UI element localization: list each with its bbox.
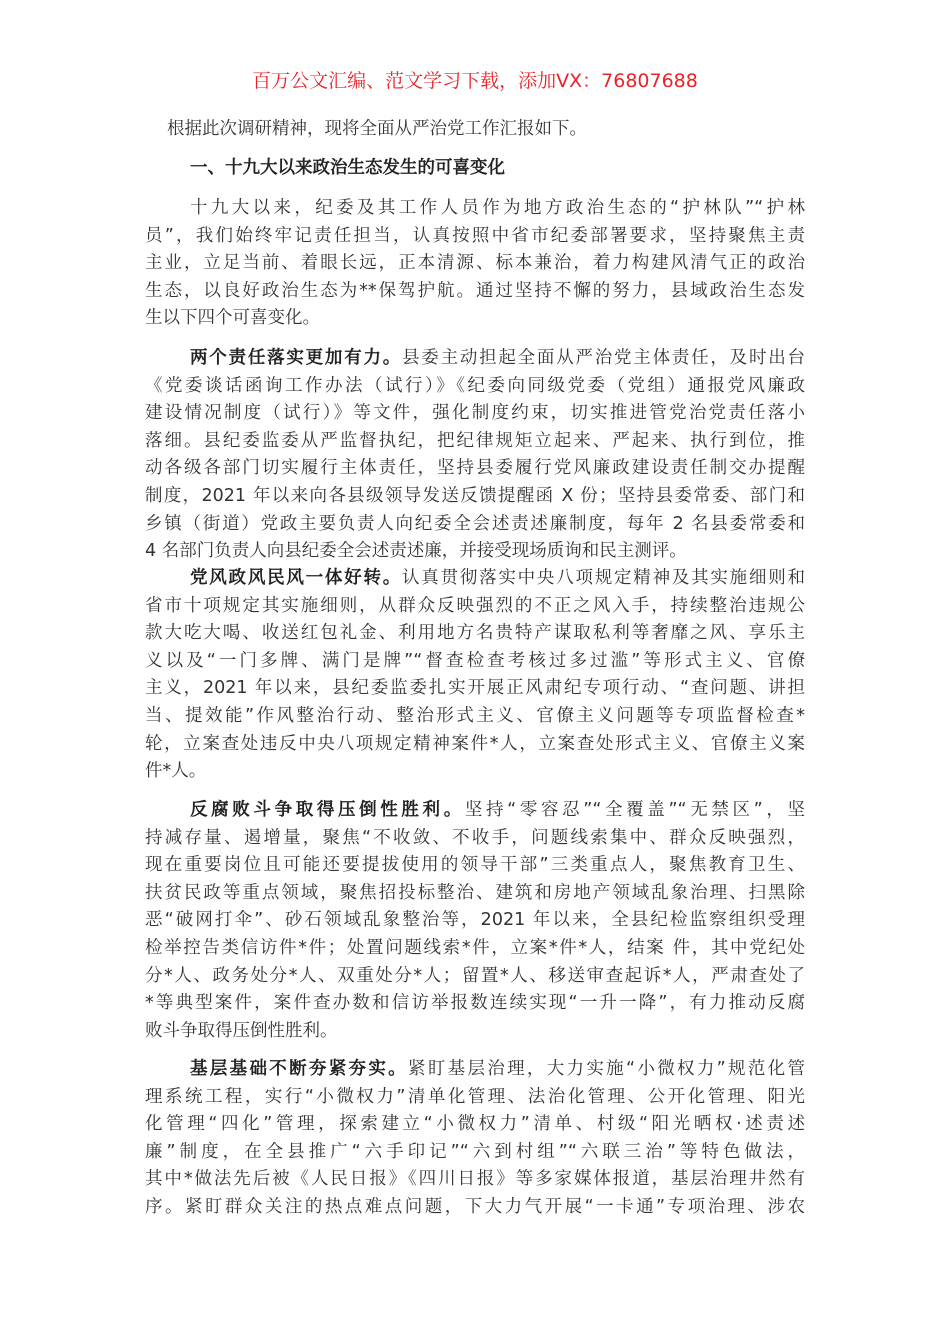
text-line [145, 880, 805, 908]
text-line [145, 797, 805, 825]
line-text: 紧盯基层治理，大力实施“小微权力”规范化管 [408, 1059, 805, 1079]
line-text: 序。紧盯群众关注的热点难点问题，下大力气开展“一卡通”专项治理、涉农 [145, 1196, 805, 1217]
text-line [145, 907, 805, 935]
line-text: 生态，以良好政治生态为**保驾护航。通过坚持不懈的努力，县域政治生态发 [145, 280, 805, 301]
line-text: 败斗争取得压倒性胜利。 [145, 1020, 338, 1041]
text-line [145, 703, 805, 731]
line-text: 动各级各部门切实履行主体责任，坚持县委履行党风廉政建设责任制交办提醒 [145, 458, 805, 479]
line-text: 主义，2021 年以来，县纪委监委扎实开展正风肃纪专项行动、“查问题、讲担 [145, 678, 805, 699]
paragraph-lead: 反腐败斗争取得压倒性胜利。 [190, 800, 465, 820]
paragraph-5 [145, 1056, 805, 1222]
text-line [145, 852, 805, 880]
line-text: 主业，立足当前、着眼长远，正本清源、标本兼治，着力构建风清气正的政治 [145, 253, 805, 274]
line-text: 《党委谈话函询工作办法（试行）》《纪委向同级党委（党组）通报党风廉政 [145, 375, 805, 396]
line-text: 现在重要岗位且可能还要提拔使用的领导干部”三类重点人，聚焦教育卫生、 [145, 855, 805, 876]
text-line [145, 935, 805, 963]
text-line [145, 675, 805, 703]
text-line [145, 223, 805, 251]
line-text: 款大吃大喝、收送红包礼金、利用地方名贵特产谋取私利等奢靡之风、享乐主 [145, 623, 805, 644]
watermark-banner: 百万公文汇编、范文学习下载，添加VX：76807688 [252, 70, 698, 92]
line-text: 持减存量、遏增量，聚焦“不收敛、不收手，问题线索集中、群众反映强烈， [145, 827, 805, 848]
paragraph-lead: 两个责任落实更加有力。 [190, 348, 403, 368]
line-text: 理系统工程，实行“小微权力”清单化管理、法治化管理、公开化管理、阳光 [145, 1086, 805, 1107]
paragraph-lead: 基层基础不断夯紧夯实。 [190, 1059, 408, 1079]
line-text: 件*人。 [145, 761, 207, 782]
text-line [145, 1194, 805, 1222]
intro-block [145, 116, 805, 144]
text-line [145, 990, 805, 1018]
line-text: 县委主动担起全面从严治党主体责任，及时出台 [402, 348, 805, 368]
line-text: 员”，我们始终牢记责任担当，认真按照中省市纪委部署要求，坚持聚焦主责 [145, 225, 805, 246]
line-text: 省市十项规定其实施细则，从群众反映强烈的不正之风入手，持续整治违规公 [145, 595, 805, 616]
line-text: 4 名部门负责人向县纪委全会述责述廉，并接受现场质询和民主测评。 [145, 541, 687, 562]
line-text: 制度，2021 年以来向各县级领导发送反馈提醒函 X 份；坚持县委常委、部门和 [145, 485, 805, 506]
text-line [145, 400, 805, 428]
text-line [145, 648, 805, 676]
text-line [145, 963, 805, 991]
line-text: 生以下四个可喜变化。 [145, 308, 320, 329]
text-line [145, 1084, 805, 1112]
text-line [145, 1056, 805, 1084]
line-text: 扶贫民政等重点领域，聚焦招投标整治、建筑和房地产领域乱象治理、扫黑除 [145, 882, 805, 903]
paragraph-3 [145, 565, 805, 786]
section-heading-block [145, 155, 805, 183]
line-text: 乡镇（街道）党政主要负责人向纪委全会述责述廉制度，每年 2 名县委常委和 [145, 513, 805, 534]
text-line [145, 278, 805, 306]
text-line [145, 1139, 805, 1167]
line-text: 建设情况制度（试行）》等文件，强化制度约束，切实推进管党治党责任落小 [145, 403, 805, 424]
line-text: 认真贯彻落实中央八项规定精神及其实施细则和 [402, 568, 805, 588]
paragraph-4 [145, 797, 805, 1045]
paragraph-lead: 党风政风民风一体好转。 [190, 568, 403, 588]
text-line [145, 731, 805, 759]
line-text: 分*人、政务处分*人、双重处分*人；留置*人、移送审查起诉*人，严肃查处了 [145, 965, 805, 986]
text-line [145, 620, 805, 648]
text-line [145, 1166, 805, 1194]
text-line [145, 483, 805, 511]
text-line [145, 250, 805, 278]
text-line [145, 825, 805, 853]
text-line [145, 195, 805, 223]
line-text: *等典型案件，案件查办数和信访举报数连续实现“一升一降”，有力推动反腐 [145, 993, 805, 1014]
text-line [145, 565, 805, 593]
text-line [145, 428, 805, 456]
text-line [145, 511, 805, 539]
line-text: 恶“破网打伞”、砂石领域乱象整治等，2021 年以来，全县纪检监察组织受理 [145, 910, 805, 931]
line-text: 坚持“零容忍”“全覆盖”“无禁区”，坚 [464, 800, 805, 820]
text-line [145, 305, 805, 333]
paragraph-2 [145, 345, 805, 566]
text-line [145, 373, 805, 401]
paragraph-1 [145, 195, 805, 333]
text-line [145, 1018, 805, 1046]
line-text: 检举控告类信访件*件；处置问题线索*件，立案*件*人，结案 件，其中党纪处 [145, 937, 805, 958]
line-text: 落细。县纪委监委从严监督执纪，把纪律规矩立起来、严起来、执行到位，推 [145, 430, 805, 451]
text-line [145, 345, 805, 373]
text-line [145, 758, 805, 786]
line-text: 其中*做法先后被《人民日报》《四川日报》等多家媒体报道，基层治理井然有 [145, 1169, 805, 1190]
line-text: 廉”制度，在全县推广“六手印记”“六到村组”“六联三治”等特色做法， [145, 1141, 805, 1162]
line-text: 当、提效能”作风整治行动、整治形式主义、官僚主义问题等专项监督检查* [145, 705, 805, 726]
text-line [145, 538, 805, 566]
line-text: 化管理“四化”管理，探索建立“小微权力”清单、村级“阳光晒权·述责述 [145, 1114, 805, 1135]
line-text: 轮，立案查处违反中央八项规定精神案件*人，立案查处形式主义、官僚主义案 [145, 733, 805, 754]
text-line [145, 1111, 805, 1139]
section-heading: 一、十九大以来政治生态发生的可喜变化 [190, 158, 505, 178]
text-line [145, 593, 805, 621]
intro-text: 根据此次调研精神，现将全面从严治党工作汇报如下。 [167, 119, 587, 139]
text-line [145, 455, 805, 483]
line-text: 义以及“一门多牌、满门是牌”“督查检查考核过多过滥”等形式主义、官僚 [145, 650, 805, 671]
line-text: 十九大以来，纪委及其工作人员作为地方政治生态的“护林队”“护林 [190, 198, 805, 218]
